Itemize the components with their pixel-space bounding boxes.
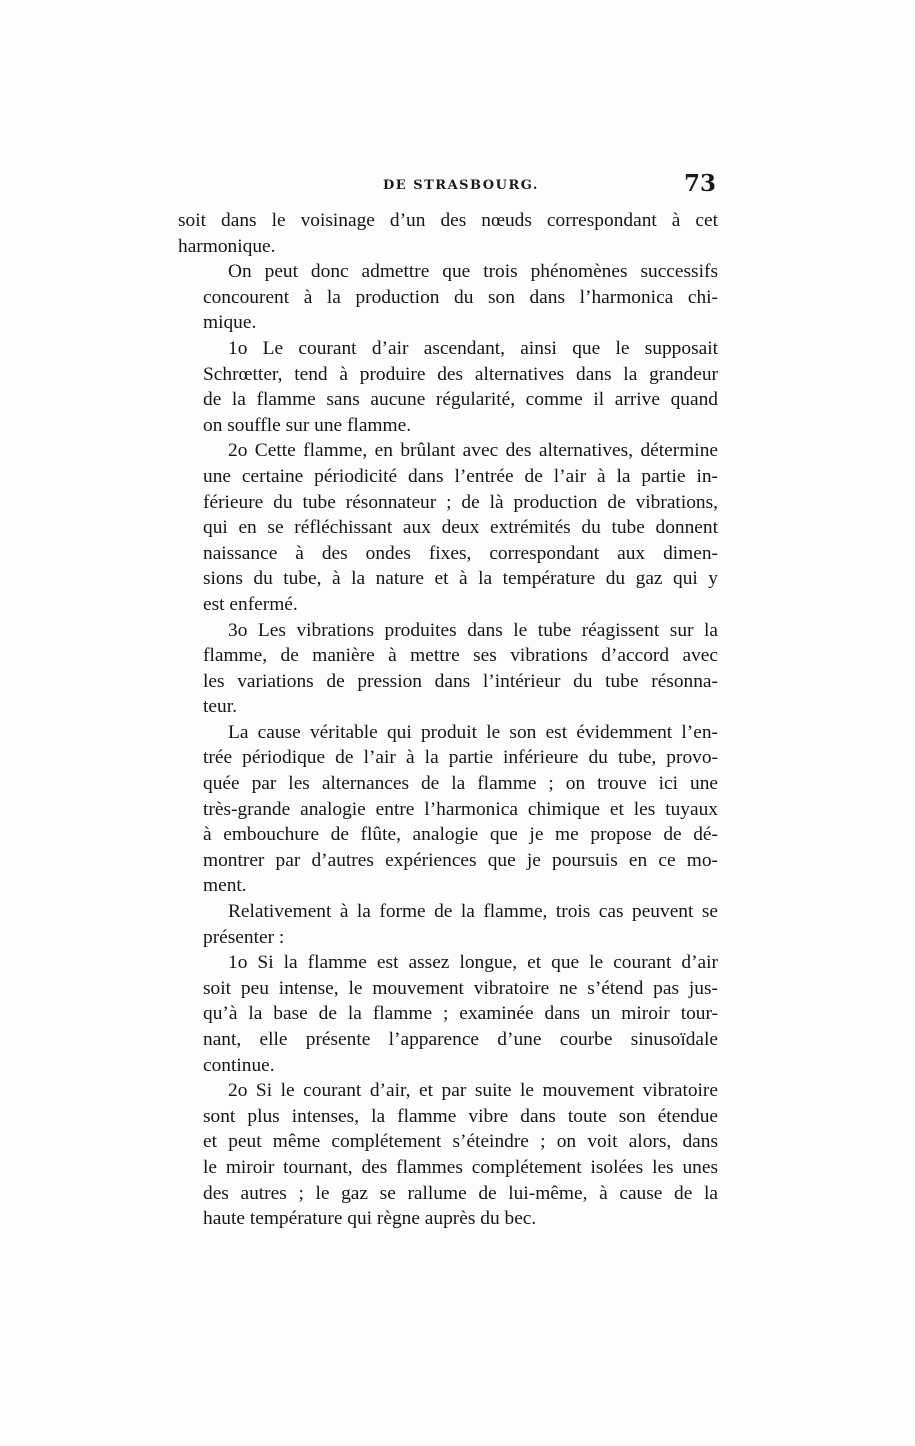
text-line: quée par les alternances de la flamme ; on trouve ici une [203, 773, 718, 795]
paragraph [178, 720, 718, 899]
paragraph [178, 259, 718, 336]
text-line: La cause véritable qui produit le son est évidemment l’en- [228, 721, 718, 743]
running-head: DE STRASBOURG. [383, 178, 539, 193]
paragraph [178, 899, 718, 950]
text-line: présenter : [203, 926, 285, 948]
text-line: On peut donc admettre que trois phénomènes successifs [228, 261, 718, 283]
text-line: 3o Les vibrations produites dans le tube réagissent sur la [228, 619, 718, 641]
text-line: sions du tube, à la nature et à la température du gaz qui y [203, 568, 718, 590]
paragraph [178, 438, 718, 617]
text-line: 1o Le courant d’air ascendant, ainsi que le supposait [228, 337, 718, 359]
text-line: naissance à des ondes fixes, correspondant aux dimen- [203, 542, 718, 564]
text-line: 2o Si le courant d’air, et par suite le mouvement vibratoire [228, 1080, 718, 1102]
text-line: nant, elle présente l’apparence d’une courbe sinusoïdale [203, 1029, 718, 1050]
text-line: on souffle sur une flamme. [203, 414, 412, 436]
text-line: 1o Si la flamme est assez longue, et que le courant d’air [228, 952, 718, 974]
text-line: flamme, de manière à mettre ses vibrations d’accord avec [203, 645, 718, 667]
text-line: haute température qui règne auprès du bec. [203, 1208, 537, 1230]
paragraph [178, 336, 718, 438]
paragraph [178, 618, 718, 720]
paragraph [178, 1078, 718, 1232]
text-line: qu’à la base de la flamme ; examinée dans un miroir tour- [203, 1003, 718, 1025]
text-line: et peut même complétement s’éteindre ; on voit alors, dans [203, 1131, 718, 1153]
text-line: est enfermé. [203, 593, 298, 615]
text-line: à embouchure de flûte, analogie que je me propose de dé- [203, 824, 718, 846]
text-line: de la flamme sans aucune régularité, comme il arrive quand [203, 389, 718, 411]
text-line: qui en se réfléchissant aux deux extrémités du tube donnent [203, 517, 718, 539]
text-line: Relativement à la forme de la flamme, trois cas peuvent se [228, 901, 718, 923]
paragraph [178, 950, 718, 1078]
text-line: 2o Cette flamme, en brûlant avec des alternatives, détermine [228, 440, 718, 462]
text-line: continue. [203, 1054, 275, 1076]
text-line: les variations de pression dans l’intérieur du tube résonna- [203, 670, 718, 692]
text-line: Schrœtter, tend à produire des alternatives dans la grandeur [203, 363, 718, 385]
text-line: harmonique. [178, 235, 276, 257]
page-header [178, 170, 718, 204]
text-line: soit dans le voisinage d’un des nœuds correspondant à cet [178, 210, 718, 231]
page-number: 73 [683, 170, 716, 197]
text-line: mique. [203, 312, 257, 334]
text-line: concourent à la production du son dans l’harmonica chi- [203, 286, 718, 308]
text-line: trée périodique de l’air à la partie inférieure du tube, provo- [203, 747, 718, 769]
text-line: très-grande analogie entre l’harmonica chimique et les tuyaux [203, 798, 718, 820]
text-line: férieure du tube résonnateur ; de là production de vibrations, [203, 491, 718, 513]
text-line: sont plus intenses, la flamme vibre dans toute son étendue [203, 1105, 718, 1127]
text-line: montrer par d’autres expériences que je poursuis en ce mo- [203, 849, 718, 871]
paragraph [178, 208, 718, 259]
text-line: teur. [203, 696, 237, 718]
text-line: soit peu intense, le mouvement vibratoire ne s’étend pas jus- [203, 977, 718, 999]
text-line: une certaine périodicité dans l’entrée de l’air à la partie in- [203, 465, 718, 487]
text-line: ment. [203, 875, 247, 897]
body-text [178, 208, 718, 1232]
text-line: des autres ; le gaz se rallume de lui-même, à cause de la [203, 1182, 718, 1204]
text-line: le miroir tournant, des flammes complétement isolées les unes [203, 1156, 718, 1178]
